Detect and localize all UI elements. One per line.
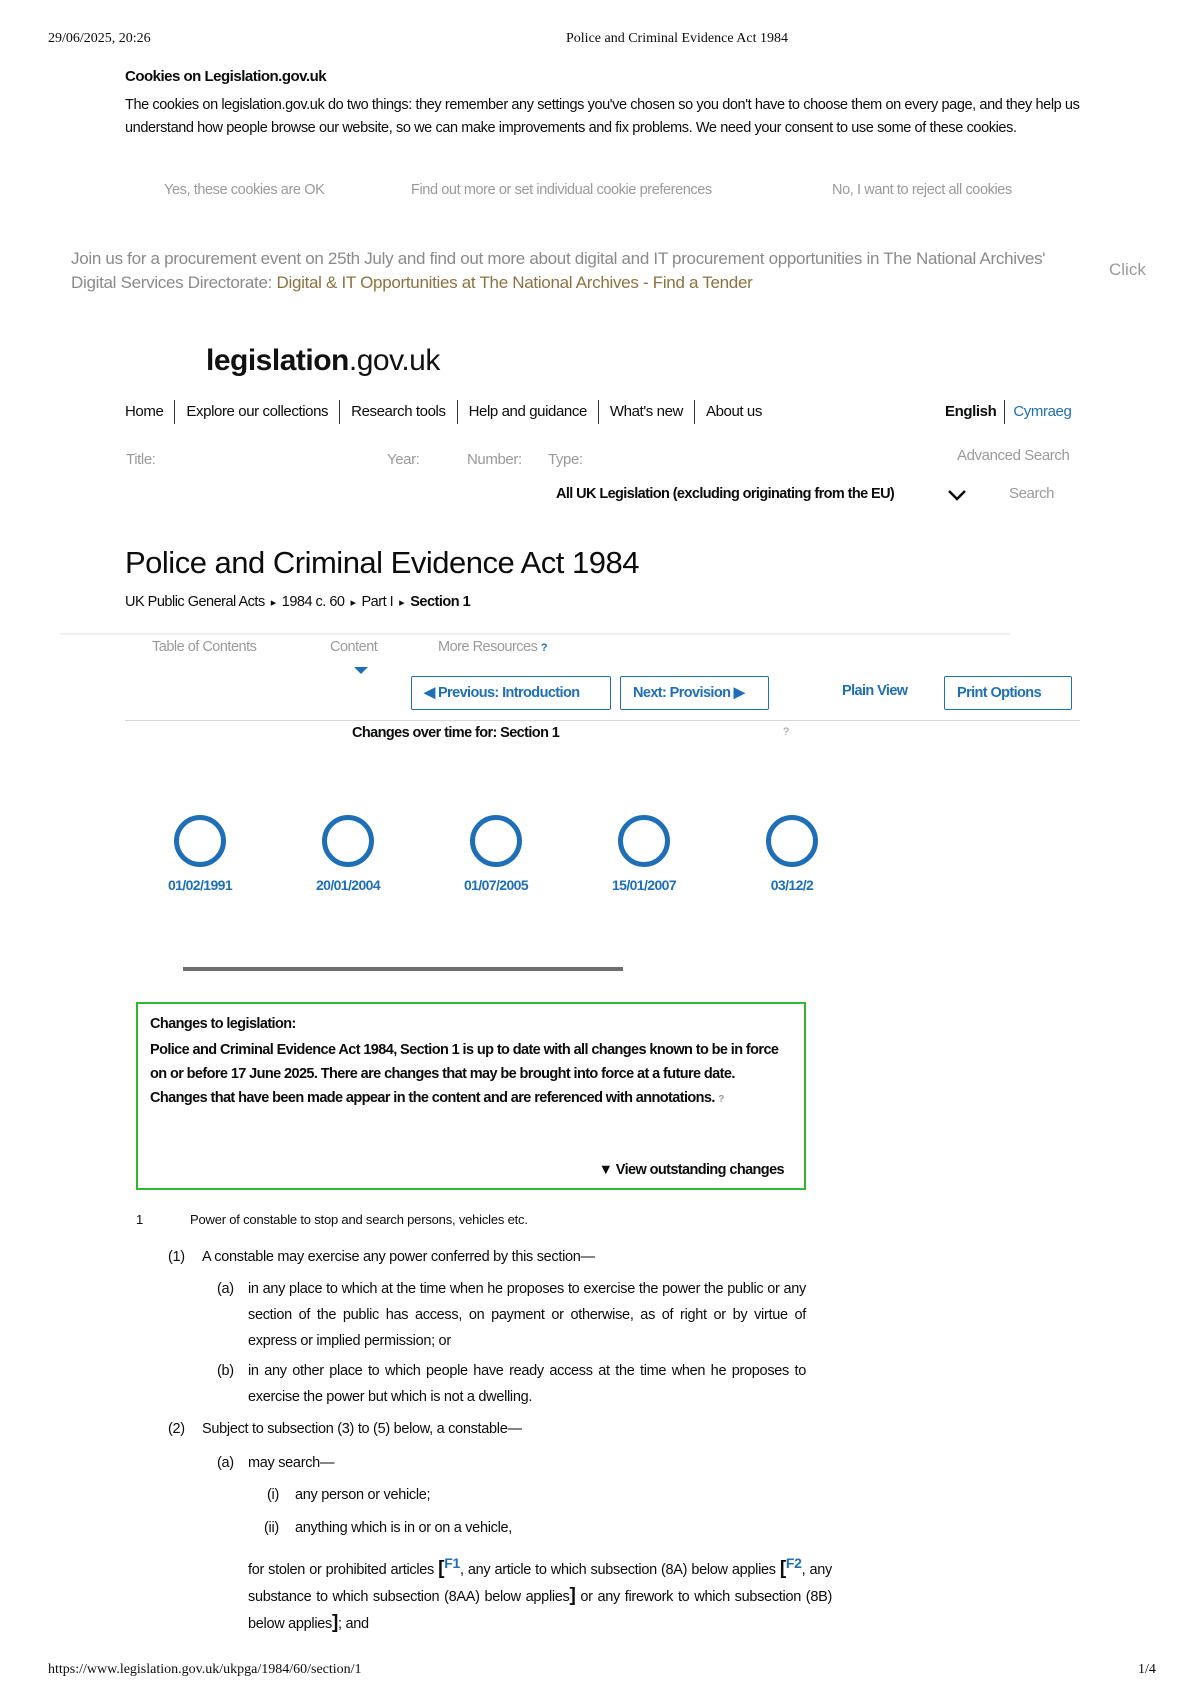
timeline bbox=[140, 805, 814, 905]
timeline-date: 01/07/2005 bbox=[463, 877, 529, 893]
amendment-bracket: ] bbox=[569, 1584, 576, 1606]
footnote-link-f2[interactable]: F2 bbox=[785, 1555, 802, 1571]
subsection-number: (1) bbox=[168, 1249, 185, 1265]
plain-view-button[interactable]: Plain View bbox=[842, 683, 908, 699]
paragraph-number: (b) bbox=[217, 1363, 234, 1379]
subparagraph-number: (ii) bbox=[264, 1520, 279, 1536]
tab-table-of-contents[interactable]: Table of Contents bbox=[152, 639, 257, 655]
advanced-search-link[interactable]: Advanced Search bbox=[957, 447, 1070, 464]
amendment-bracket: [ bbox=[779, 1557, 786, 1579]
print-page-number: 1/4 bbox=[1138, 1662, 1156, 1677]
nav-item-about[interactable]: About us bbox=[694, 400, 773, 424]
subparagraph-text: anything which is in or on a vehicle, bbox=[295, 1520, 512, 1536]
timeline-point[interactable] bbox=[140, 805, 260, 893]
timeline-point[interactable] bbox=[436, 805, 556, 893]
procurement-banner bbox=[71, 247, 1061, 295]
active-tab-caret-icon bbox=[354, 667, 368, 674]
continuation-text: , any article to which subsection (8A) below applies bbox=[459, 1561, 776, 1578]
subparagraph-text: any person or vehicle; bbox=[295, 1487, 431, 1503]
timeline-point[interactable] bbox=[288, 805, 408, 893]
lang-cymraeg[interactable]: Cymraeg bbox=[1013, 403, 1072, 420]
status-help-icon[interactable]: ? bbox=[718, 1094, 724, 1105]
search-type-label: Type: bbox=[548, 451, 583, 468]
previous-button-label: Previous: Introduction bbox=[437, 685, 580, 701]
nav-item-explore[interactable]: Explore our collections bbox=[174, 400, 339, 424]
timeline-date: 15/01/2007 bbox=[611, 877, 677, 893]
breadcrumb-current: Section 1 bbox=[410, 594, 471, 610]
paragraph-continuation bbox=[248, 1550, 832, 1637]
timeline-date: 01/02/1991 bbox=[167, 877, 233, 893]
timeline-scrollbar[interactable] bbox=[183, 967, 623, 971]
section-title: Power of constable to stop and search persons, vehicles etc. bbox=[190, 1212, 528, 1227]
subsection-text: Subject to subsection (3) to (5) below, a constable— bbox=[202, 1421, 522, 1437]
status-title: Changes to legislation: bbox=[150, 1016, 296, 1032]
paragraph-text: in any other place to which people have ready access at the time when he proposes to exercise the power but which is not a dwelling. bbox=[248, 1363, 806, 1405]
timeline-circle-icon bbox=[766, 815, 818, 867]
print-datetime: 29/06/2025, 20:26 bbox=[48, 31, 151, 46]
toolbar-divider bbox=[125, 720, 1080, 721]
paragraph-number: (a) bbox=[217, 1455, 234, 1471]
timeline-date: 20/01/2004 bbox=[315, 877, 381, 893]
status-text-body: Police and Criminal Evidence Act 1984, Section 1 is up to date with all changes known to be in force on or before 17 June 2025. There are changes that may be brought into force at a future date. Changes that have been made appear in the content and are referenced with annotations. bbox=[150, 1042, 779, 1106]
logo-rest: .gov.uk bbox=[348, 344, 440, 377]
tab-content[interactable]: Content bbox=[330, 639, 378, 655]
timeline-label: Changes over time for: Section 1 bbox=[352, 725, 560, 741]
section-number: 1 bbox=[136, 1212, 144, 1227]
site-logo[interactable] bbox=[206, 344, 440, 378]
tab-more-resources-label: More Resources bbox=[438, 639, 538, 655]
main-nav bbox=[125, 400, 773, 424]
chevron-right-icon: ▸ bbox=[270, 596, 276, 609]
nav-item-whats-new[interactable]: What's new bbox=[598, 400, 694, 424]
timeline-date: 03/12/2 bbox=[770, 877, 814, 893]
status-text bbox=[150, 1038, 790, 1112]
timeline-circle-icon bbox=[174, 815, 226, 867]
legislation-type-select[interactable]: All UK Legislation (excluding originating from the EU) bbox=[556, 486, 895, 502]
continuation-text: or any firework to which subsection (8B) below applies bbox=[248, 1588, 832, 1632]
help-icon[interactable]: ? bbox=[540, 642, 548, 654]
breadcrumb-item[interactable]: UK Public General Acts bbox=[125, 594, 265, 610]
previous-button[interactable] bbox=[411, 676, 611, 710]
next-button[interactable] bbox=[620, 676, 769, 710]
procurement-link[interactable]: Digital & IT Opportunities at The National Archives - Find a Tender bbox=[276, 273, 753, 292]
print-title: Police and Criminal Evidence Act 1984 bbox=[566, 31, 789, 46]
search-number-field[interactable]: Number: bbox=[467, 451, 522, 468]
nav-item-help[interactable]: Help and guidance bbox=[457, 400, 598, 424]
banner-click-button[interactable]: Click bbox=[1109, 260, 1146, 279]
lang-english: English bbox=[945, 400, 1005, 424]
amendment-bracket: ] bbox=[331, 1611, 338, 1633]
nav-item-research-tools[interactable]: Research tools bbox=[339, 400, 456, 424]
continuation-text: for stolen or prohibited articles bbox=[248, 1561, 435, 1578]
page-title: Police and Criminal Evidence Act 1984 bbox=[125, 545, 639, 580]
subsection-text: A constable may exercise any power conferred by this section— bbox=[202, 1249, 595, 1265]
breadcrumb-item[interactable]: Part I bbox=[361, 594, 394, 610]
tab-more-resources[interactable] bbox=[438, 639, 547, 655]
caret-right-icon: ▶ bbox=[730, 685, 745, 701]
chevron-down-icon[interactable] bbox=[946, 484, 968, 506]
status-box bbox=[136, 1002, 806, 1190]
print-options-button[interactable]: Print Options bbox=[944, 676, 1072, 710]
timeline-help-icon[interactable]: ? bbox=[783, 726, 790, 738]
search-year-field[interactable]: Year: bbox=[387, 451, 420, 468]
footnote-link-f1[interactable]: F1 bbox=[444, 1555, 460, 1571]
timeline-circle-icon bbox=[618, 815, 670, 867]
timeline-point[interactable] bbox=[584, 805, 704, 893]
print-url: https://www.legislation.gov.uk/ukpga/1984/60/section/1 bbox=[48, 1662, 362, 1677]
next-button-label: Next: Provision bbox=[633, 685, 731, 701]
continuation-text: , any substance to which subsection (8AA) below applies bbox=[248, 1561, 833, 1605]
accept-cookies-button[interactable]: Yes, these cookies are OK bbox=[164, 182, 325, 198]
language-switch bbox=[945, 400, 1071, 424]
caret-left-icon: ◀ bbox=[424, 685, 438, 701]
search-button[interactable]: Search bbox=[1009, 485, 1055, 502]
search-title-field[interactable]: Title: bbox=[126, 451, 156, 468]
subparagraph-number: (i) bbox=[267, 1487, 279, 1503]
logo-bold: legislation bbox=[206, 344, 349, 377]
procurement-banner-text: Join us for a procurement event on 25th July and find out more about digital and IT procurement opportunities in The National Archives' Digital Services Directorate: bbox=[71, 249, 1046, 292]
timeline-circle-icon bbox=[322, 815, 374, 867]
subsection-number: (2) bbox=[168, 1421, 185, 1437]
continuation-text: ; and bbox=[338, 1615, 369, 1632]
tabs-divider bbox=[60, 633, 1010, 635]
chevron-right-icon: ▸ bbox=[350, 596, 356, 609]
amendment-bracket: [ bbox=[438, 1557, 445, 1579]
paragraph-text: may search— bbox=[248, 1455, 335, 1471]
chevron-right-icon: ▸ bbox=[399, 596, 405, 609]
nav-item-home[interactable]: Home bbox=[125, 403, 164, 420]
breadcrumb bbox=[125, 594, 470, 610]
reject-cookies-button[interactable]: No, I want to reject all cookies bbox=[832, 182, 1012, 198]
breadcrumb-item[interactable]: 1984 c. 60 bbox=[281, 594, 345, 610]
paragraph-number: (a) bbox=[217, 1281, 234, 1297]
cookie-banner-text: The cookies on legislation.gov.uk do two things: they remember any settings you've chosen so you don't have to choose them on every page, and they help us understand how people browse our website, so we can make improvements and fix problems. We need your consent to use some of these cookies. bbox=[125, 97, 1080, 136]
timeline-circle-icon bbox=[470, 815, 522, 867]
view-outstanding-changes-button[interactable]: ▼ View outstanding changes bbox=[598, 1162, 784, 1178]
timeline-point[interactable] bbox=[732, 805, 852, 893]
cookie-banner-title: Cookies on Legislation.gov.uk bbox=[125, 68, 327, 85]
paragraph-text: in any place to which at the time when he proposes to exercise the power the public or any section of the public has access, on payment or otherwise, as of right or by virtue of express or implied permission; or bbox=[248, 1281, 806, 1349]
cookie-preferences-button[interactable]: Find out more or set individual cookie preferences bbox=[411, 182, 712, 198]
